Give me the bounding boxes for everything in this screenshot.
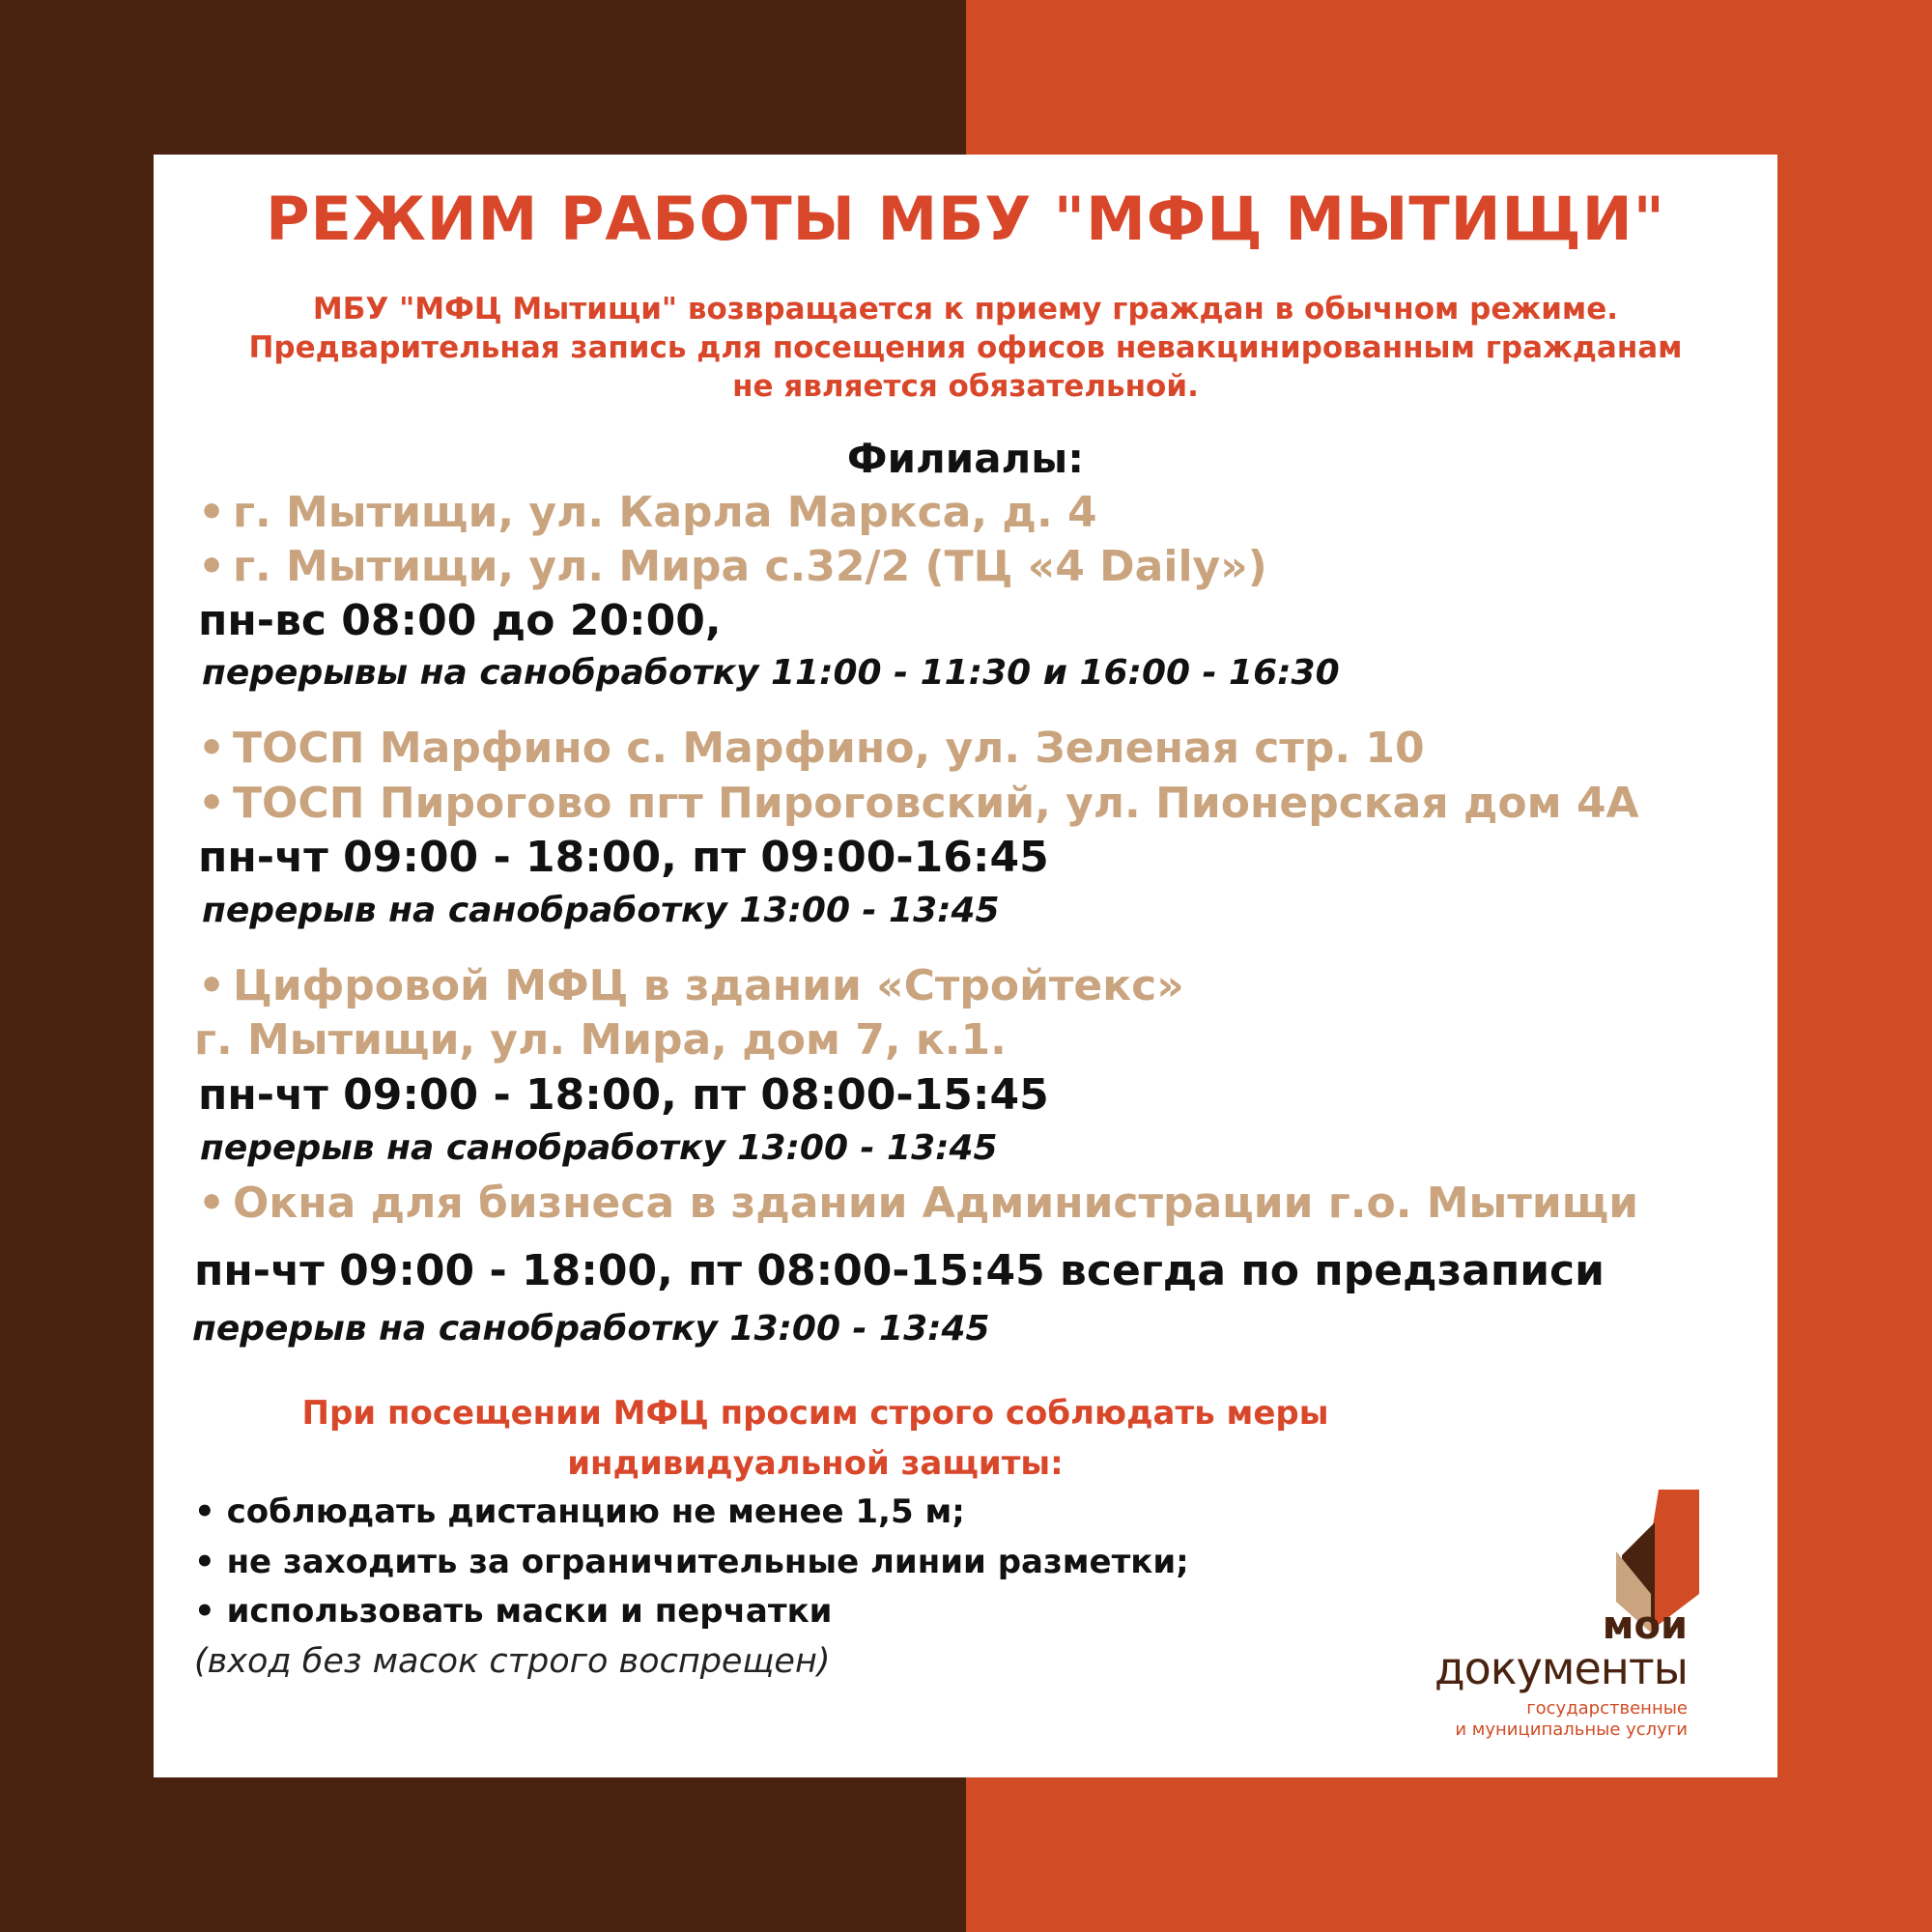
rule-item: • не заходить за ограничительные линии разметки; [194,1543,1189,1581]
branch-address: • ТОСП Пирогово пгт Пироговский, ул. Пионерская дом 4А [198,779,1639,828]
page-title: РЕЖИМ РАБОТЫ МБУ "МФЦ МЫТИЩИ" [266,184,1665,254]
branch-break: перерыв на санобработку 13:00 - 13:45 [200,1128,998,1168]
bullet: • [198,961,226,1010]
branch-hours: пн-чт 09:00 - 18:00, пт 08:00-15:45 [198,1070,1049,1120]
bullet: • [198,724,226,773]
branch-address: • г. Мытищи, ул. Мира с.32/2 (ТЦ «4 Daily») [198,542,1267,591]
branch-hours: пн-чт 09:00 - 18:00, пт 08:00-15:45 всегда по предзаписи [194,1246,1605,1295]
branch-address: • ТОСП Марфино с. Марфино, ул. Зеленая стр. 10 [198,724,1425,773]
branch-address: • Цифровой МФЦ в здании «Стройтекс» [198,961,1184,1010]
intro-line: Предварительная запись для посещения офисов невакцинированным гражданам [248,330,1683,365]
intro-text [154,290,1777,406]
logo-text-moi: мои [1602,1604,1688,1648]
branch-address: • Окна для бизнеса в здании Администрации г.о. Мытищи [198,1179,1639,1228]
bullet: • [198,779,226,828]
bullet: • [198,542,226,591]
logo-subtitle: и муниципальные услуги [1455,1719,1688,1740]
branch-hours: пн-вс 08:00 до 20:00, [198,596,722,645]
info-card [154,155,1777,1777]
branch-break: перерыв на санобработку 13:00 - 13:45 [202,891,1000,930]
branch-break: перерыв на санобработку 13:00 - 13:45 [192,1309,990,1349]
warning-line: При посещении МФЦ просим строго соблюдать меры [301,1394,1329,1433]
note-text: (вход без масок строго воспрещен) [194,1642,831,1681]
branch-hours: пн-чт 09:00 - 18:00, пт 09:00-16:45 [198,833,1049,882]
branches-heading: Филиалы: [846,435,1085,482]
intro-line: МБУ "МФЦ Мытищи" возвращается к приему граждан в обычном режиме. [312,292,1619,327]
branch-break: перерывы на санобработку 11:00 - 11:30 и 16:00 - 16:30 [202,653,1340,693]
logo-subtitle: государственные [1526,1698,1688,1719]
rule-item: • использовать маски и перчатки [194,1592,833,1631]
logo-text-docs: документы [1434,1642,1688,1694]
branch-address: • г. Мытищи, ул. Карла Маркса, д. 4 [198,488,1097,537]
bullet: • [198,488,226,537]
rule-item: • соблюдать дистанцию не менее 1,5 м; [194,1492,965,1531]
warning-line: индивидуальной защиты: [567,1444,1064,1483]
intro-line: не является обязательной. [732,369,1199,404]
branch-address: г. Мытищи, ул. Мира, дом 7, к.1. [194,1015,1007,1065]
bullet: • [198,1179,226,1228]
